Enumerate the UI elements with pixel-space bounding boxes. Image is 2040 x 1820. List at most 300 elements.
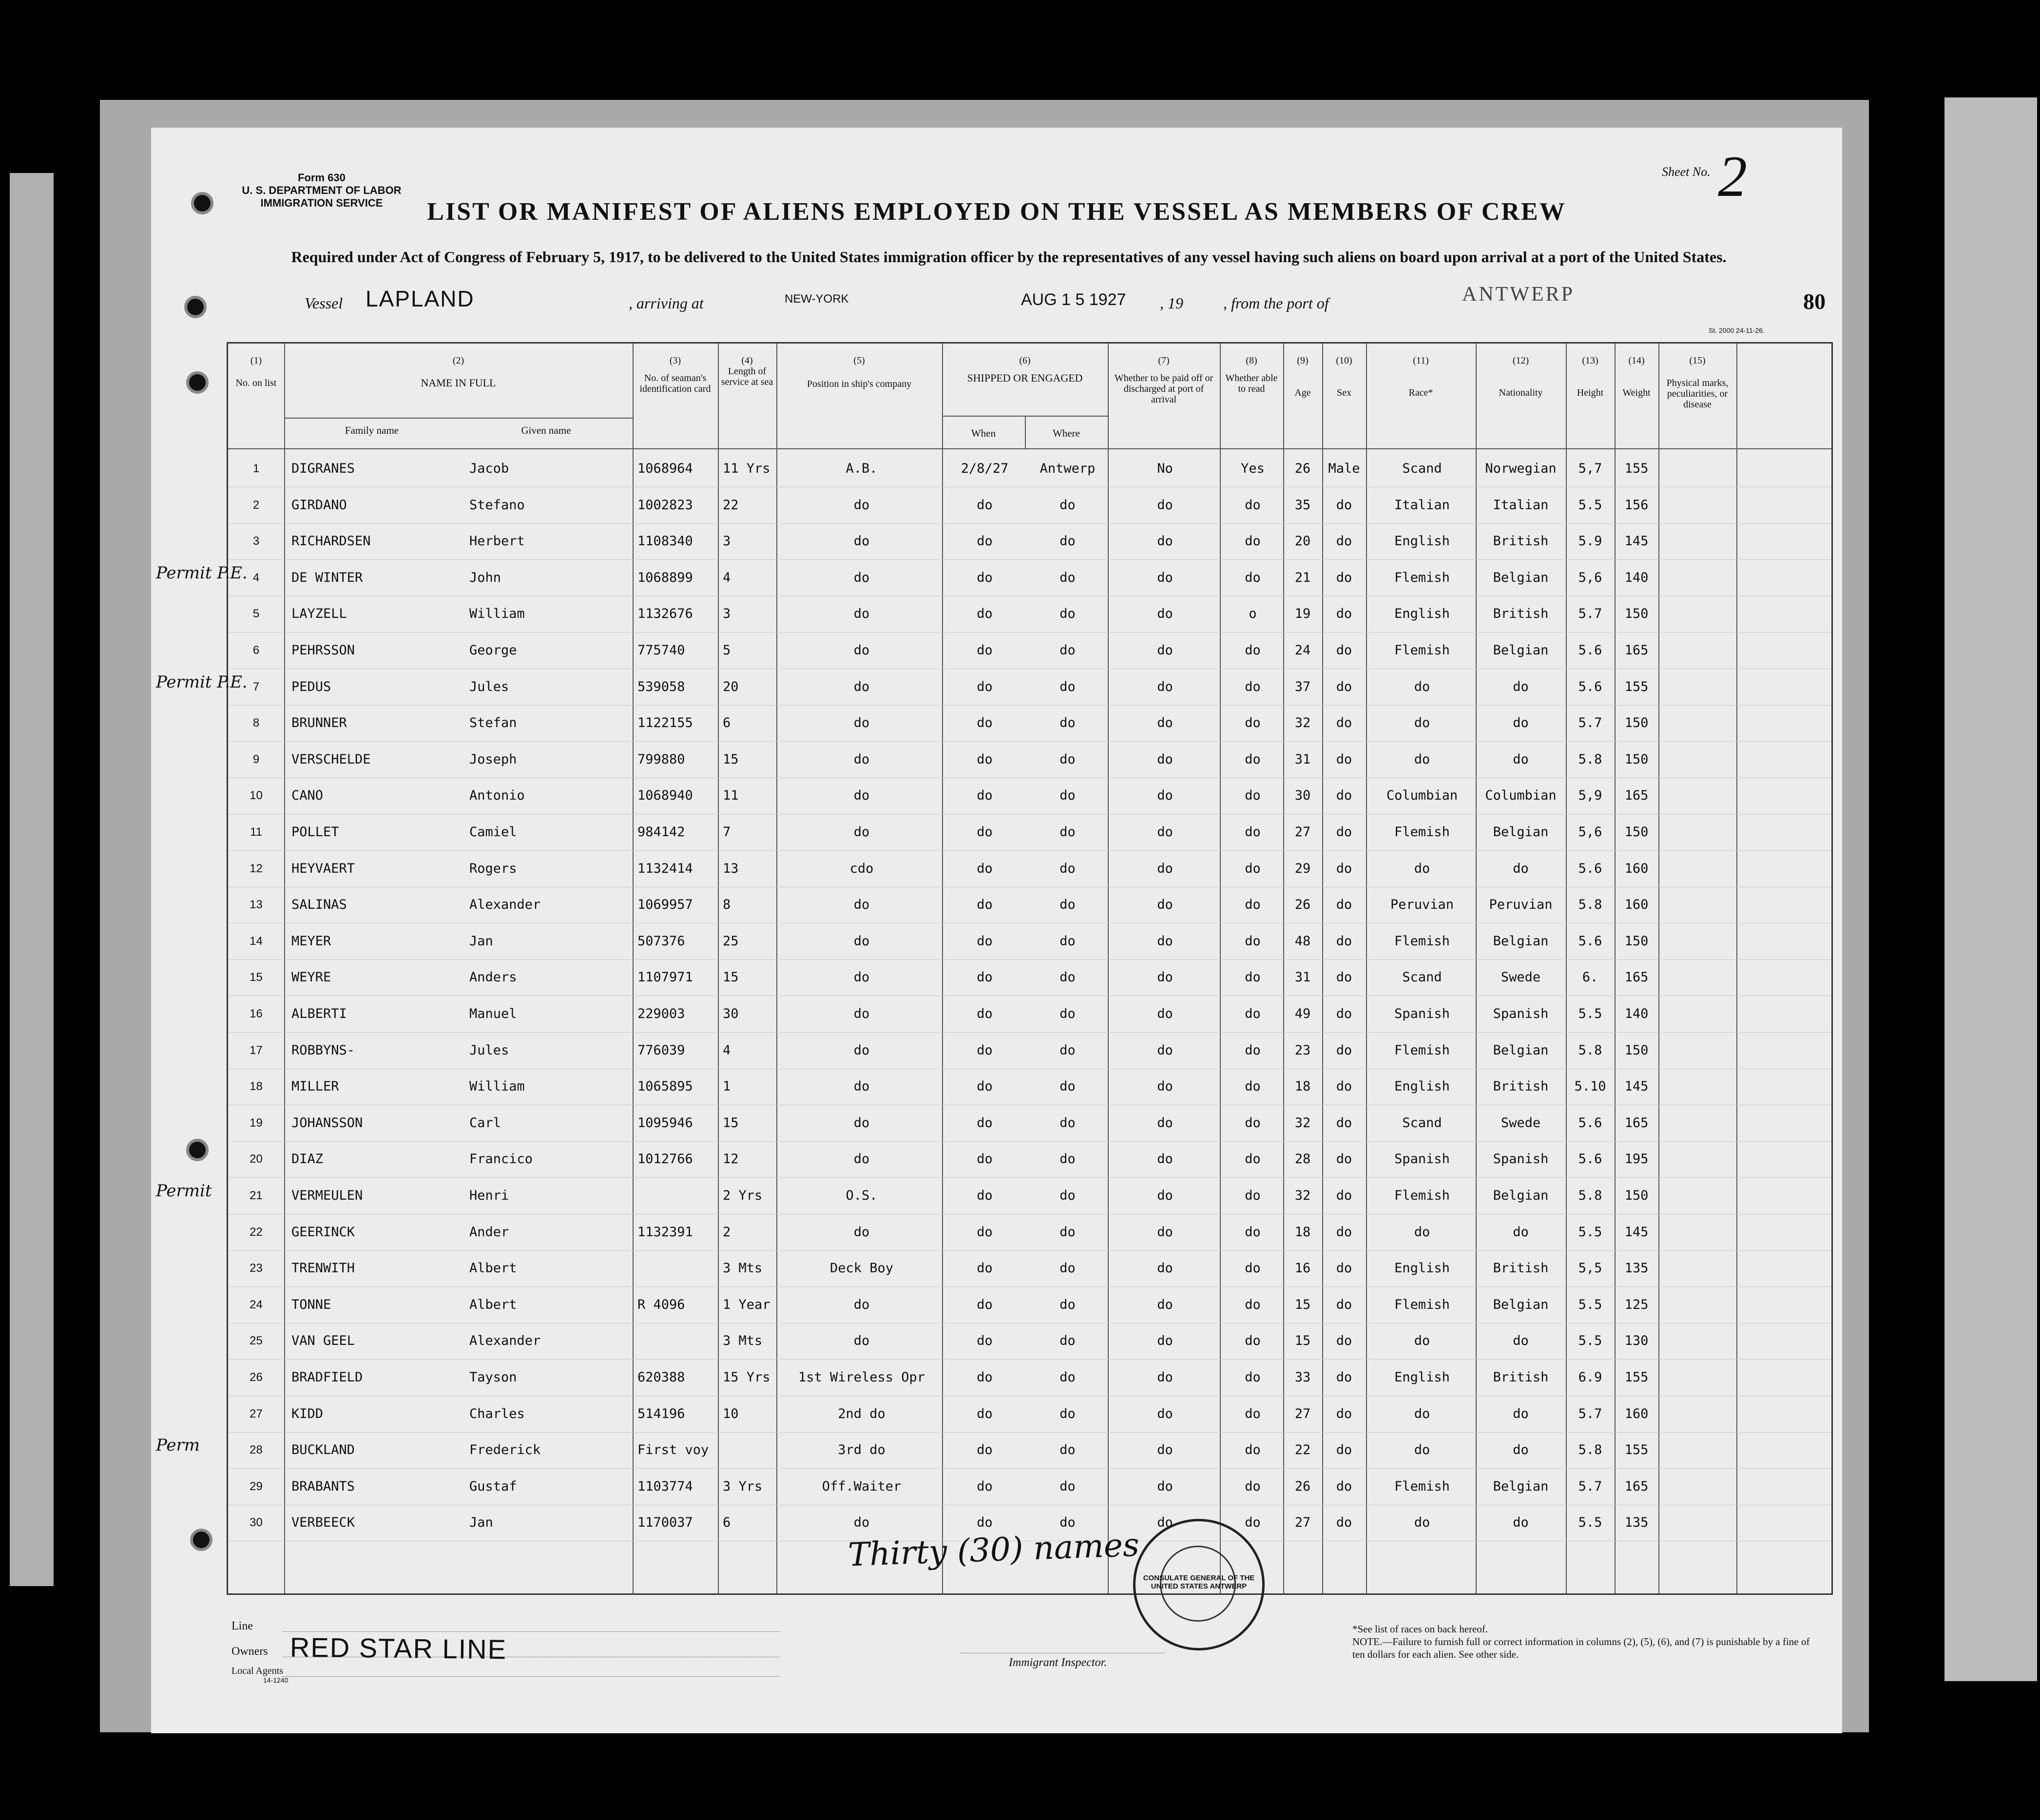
- cell-card: 1065895: [637, 1079, 693, 1094]
- cell-nationality: do: [1513, 1515, 1529, 1531]
- col-header-shipped: SHIPPED OR ENGAGED: [967, 372, 1083, 384]
- cell-height: 5.7: [1578, 1478, 1602, 1494]
- cell-family: TONNE: [291, 1297, 331, 1312]
- cell-read: do: [1245, 861, 1261, 876]
- cell-sex: do: [1336, 933, 1352, 949]
- table-row: [228, 498, 1831, 534]
- cell-read: o: [1249, 606, 1257, 622]
- cell-service: 11: [723, 788, 739, 804]
- form-number: Form 630: [298, 172, 346, 184]
- col-header-name: NAME IN FULL: [421, 377, 496, 389]
- col-header-paid-off: Whether to be paid off or discharged at port of arrival: [1114, 373, 1213, 405]
- cell-where: do: [1059, 570, 1076, 585]
- cell-no: 13: [250, 898, 263, 912]
- cell-given: Manuel: [469, 1006, 517, 1021]
- cell-sex: do: [1336, 534, 1352, 549]
- arriving-label: , arriving at: [629, 294, 704, 312]
- cell-card: 229003: [637, 1006, 685, 1021]
- cell-paid: do: [1157, 1224, 1173, 1240]
- cell-card: 799880: [637, 751, 685, 767]
- cell-age: 26: [1294, 897, 1311, 913]
- cell-when: do: [977, 751, 993, 767]
- cell-read: do: [1245, 1478, 1261, 1494]
- cell-paid: do: [1157, 1406, 1173, 1421]
- cell-race: do: [1414, 715, 1430, 731]
- cell-when: do: [977, 861, 993, 876]
- cell-card: 1069957: [637, 897, 693, 913]
- cell-nationality: Belgian: [1493, 1188, 1549, 1203]
- cell-sex: do: [1336, 1115, 1352, 1130]
- manifest-sheet: [151, 128, 1842, 1733]
- cell-where: do: [1059, 643, 1076, 658]
- col-header-given-name: Given name: [521, 424, 571, 436]
- year-label: , 19: [1160, 294, 1183, 312]
- cell-family: TRENWITH: [291, 1261, 355, 1276]
- cell-age: 27: [1294, 1406, 1311, 1421]
- cell-given: Alexander: [469, 1333, 541, 1349]
- col-header-read: Whether able to read: [1225, 373, 1278, 394]
- cell-when: do: [977, 1188, 993, 1203]
- cell-service: 30: [723, 1006, 739, 1021]
- cell-given: Antonio: [469, 788, 525, 804]
- cell-sex: do: [1336, 1261, 1352, 1276]
- cell-service: 6: [723, 715, 731, 731]
- cell-position: A.B.: [846, 461, 878, 476]
- cell-family: DIGRANES: [291, 461, 355, 476]
- cell-family: PEHRSSON: [291, 643, 355, 658]
- margin-note: Permit P.E.: [156, 672, 248, 692]
- table-row: [228, 970, 1831, 1006]
- cell-service: 15: [723, 751, 739, 767]
- cell-weight: 150: [1624, 824, 1649, 840]
- cell-family: BRADFIELD: [291, 1370, 363, 1385]
- cell-race: English: [1394, 1079, 1450, 1094]
- cell-weight: 160: [1624, 1406, 1649, 1421]
- cell-nationality: Columbian: [1485, 788, 1557, 804]
- cell-height: 5.8: [1578, 1188, 1602, 1203]
- cell-position: do: [853, 1115, 870, 1130]
- col-header-height: Height: [1577, 387, 1604, 398]
- cell-age: 20: [1294, 534, 1311, 549]
- footnote: [1352, 1623, 1815, 1661]
- cell-family: GEERINCK: [291, 1224, 355, 1240]
- cell-race: Spanish: [1394, 1151, 1450, 1167]
- cell-service: 13: [723, 861, 739, 876]
- cell-given: Camiel: [469, 824, 517, 840]
- cell-paid: do: [1157, 679, 1173, 694]
- cell-read: do: [1245, 497, 1261, 513]
- cell-when: do: [977, 897, 993, 913]
- cell-age: 22: [1294, 1442, 1311, 1458]
- cell-race: Scand: [1402, 970, 1442, 985]
- cell-age: 24: [1294, 643, 1311, 658]
- cell-race: Columbian: [1386, 788, 1458, 804]
- cell-where: do: [1059, 1478, 1076, 1494]
- cell-height: 5.7: [1578, 1406, 1602, 1421]
- cell-position: do: [853, 643, 870, 658]
- cell-paid: do: [1157, 1515, 1173, 1531]
- cell-where: do: [1059, 1006, 1076, 1021]
- cell-when: do: [977, 1079, 993, 1094]
- cell-position: do: [853, 897, 870, 913]
- cell-card: R 4096: [637, 1297, 685, 1312]
- table-row: [228, 643, 1831, 679]
- cell-when: do: [977, 1478, 993, 1494]
- cell-where: do: [1059, 1333, 1076, 1349]
- cell-no: 19: [250, 1116, 263, 1130]
- cell-read: do: [1245, 570, 1261, 585]
- cell-given: Rogers: [469, 861, 517, 876]
- cell-age: 27: [1294, 824, 1311, 840]
- cell-weight: 150: [1624, 715, 1649, 731]
- cell-no: 29: [250, 1479, 263, 1493]
- right-film-strip: [1944, 97, 2037, 1681]
- cell-race: English: [1394, 534, 1450, 549]
- cell-given: Francico: [469, 1151, 533, 1167]
- cell-when: do: [977, 1406, 993, 1421]
- cell-position: do: [853, 824, 870, 840]
- cell-no: 22: [250, 1225, 263, 1239]
- cell-service: 2 Yrs: [723, 1188, 763, 1203]
- from-port-label: , from the port of: [1223, 294, 1329, 312]
- cell-service: 12: [723, 1151, 739, 1167]
- cell-paid: do: [1157, 861, 1173, 876]
- cell-paid: do: [1157, 1333, 1173, 1349]
- cell-age: 18: [1294, 1224, 1311, 1240]
- cell-paid: do: [1157, 497, 1173, 513]
- cell-read: do: [1245, 788, 1261, 804]
- col-num-5: (5): [853, 355, 865, 366]
- cell-given: Frederick: [469, 1442, 541, 1458]
- cell-service: 25: [723, 933, 739, 949]
- crew-table: [227, 342, 1833, 1595]
- punch-hole: [186, 1139, 209, 1161]
- cell-service: 15: [723, 1115, 739, 1130]
- cell-family: MILLER: [291, 1079, 339, 1094]
- cell-when: do: [977, 1224, 993, 1240]
- cell-sex: do: [1336, 643, 1352, 658]
- cell-when: do: [977, 1370, 993, 1385]
- penalty-note: NOTE.—Failure to furnish full or correct information in columns (2), (5), (6), and (7) is punishable by a fine of ten dollars for each alien. See other side.: [1352, 1636, 1810, 1660]
- cell-where: do: [1059, 606, 1076, 622]
- cell-paid: do: [1157, 1079, 1173, 1094]
- cell-service: 3: [723, 534, 731, 549]
- arrival-port: NEW-YORK: [785, 292, 849, 306]
- cell-height: 5.8: [1578, 897, 1602, 913]
- cell-no: 12: [250, 862, 263, 875]
- cell-race: Flemish: [1394, 1042, 1450, 1058]
- cell-age: 32: [1294, 1188, 1311, 1203]
- col-header-race: Race*: [1408, 387, 1433, 398]
- cell-service: 1 Year: [723, 1297, 770, 1312]
- cell-card: 1068940: [637, 788, 693, 804]
- cell-read: do: [1245, 970, 1261, 985]
- cell-no: 1: [252, 462, 260, 475]
- cell-where: do: [1059, 715, 1076, 731]
- col-header-family-name: Family name: [345, 424, 399, 436]
- line-label: Line: [231, 1620, 253, 1632]
- cell-position: cdo: [849, 861, 874, 876]
- col-num-6: (6): [1019, 355, 1031, 366]
- cell-age: 19: [1294, 606, 1311, 622]
- cell-no: 14: [250, 934, 263, 948]
- col-num-12: (12): [1512, 355, 1529, 366]
- cell-weight: 155: [1624, 461, 1649, 476]
- cell-position: do: [853, 1042, 870, 1058]
- cell-sex: do: [1336, 897, 1352, 913]
- margin-note: Permit P.E.: [156, 563, 248, 583]
- col-num-4: (4): [741, 355, 753, 366]
- cell-nationality: British: [1493, 1079, 1549, 1094]
- cell-service: 2: [723, 1224, 731, 1240]
- table-row: [228, 1188, 1831, 1225]
- departure-port: ANTWERP: [1462, 283, 1575, 306]
- cell-given: Jan: [469, 933, 493, 949]
- col-header-age: Age: [1294, 387, 1311, 398]
- col-num-7: (7): [1158, 355, 1170, 366]
- cell-read: do: [1245, 1333, 1261, 1349]
- cell-paid: do: [1157, 643, 1173, 658]
- cell-position: 2nd do: [838, 1406, 885, 1421]
- cell-card: 1068899: [637, 570, 693, 585]
- punch-hole: [190, 1529, 212, 1551]
- cell-given: Stefano: [469, 497, 525, 513]
- cell-read: do: [1245, 1515, 1261, 1531]
- cell-card: 507376: [637, 933, 685, 949]
- cell-service: 10: [723, 1406, 739, 1421]
- cell-where: do: [1059, 824, 1076, 840]
- cell-no: 23: [250, 1262, 263, 1275]
- sheet-number: 2: [1718, 144, 1747, 209]
- cell-height: 5.6: [1578, 643, 1602, 658]
- cell-where: do: [1059, 1297, 1076, 1312]
- cell-weight: 156: [1624, 497, 1649, 513]
- cell-read: do: [1245, 679, 1261, 694]
- cell-nationality: Swede: [1501, 1115, 1541, 1130]
- cell-where: do: [1059, 897, 1076, 913]
- cell-weight: 165: [1624, 970, 1649, 985]
- cell-height: 5.5: [1578, 1224, 1602, 1240]
- cell-given: Jan: [469, 1515, 493, 1531]
- cell-family: VERBEECK: [291, 1515, 355, 1531]
- cell-where: do: [1059, 970, 1076, 985]
- cell-card: 539058: [637, 679, 685, 694]
- col-header-physical-marks: Physical marks, peculiarities, or disease: [1666, 378, 1729, 410]
- cell-when: do: [977, 570, 993, 585]
- cell-height: 5.8: [1578, 1042, 1602, 1058]
- cell-sex: do: [1336, 1079, 1352, 1094]
- cell-family: RICHARDSEN: [291, 534, 371, 549]
- cell-nationality: Belgian: [1493, 1297, 1549, 1312]
- sheet-label: Sheet No.: [1662, 165, 1711, 179]
- cell-card: 620388: [637, 1370, 685, 1385]
- cell-nationality: Italian: [1493, 497, 1549, 513]
- cell-paid: do: [1157, 606, 1173, 622]
- cell-no: 18: [250, 1080, 263, 1093]
- cell-when: do: [977, 643, 993, 658]
- cell-age: 18: [1294, 1079, 1311, 1094]
- cell-position: do: [853, 570, 870, 585]
- table-row: [228, 461, 1831, 498]
- cell-height: 5,5: [1578, 1261, 1602, 1276]
- cell-family: WEYRE: [291, 970, 331, 985]
- cell-read: do: [1245, 1224, 1261, 1240]
- cell-age: 31: [1294, 751, 1311, 767]
- cell-nationality: British: [1493, 534, 1549, 549]
- cell-card: First voy: [637, 1442, 709, 1458]
- cell-position: 1st Wireless Opr: [798, 1370, 925, 1385]
- cell-no: 24: [250, 1298, 263, 1311]
- cell-when: do: [977, 1042, 993, 1058]
- cell-paid: do: [1157, 1115, 1173, 1130]
- cell-weight: 165: [1624, 643, 1649, 658]
- cell-read: do: [1245, 534, 1261, 549]
- cell-read: do: [1245, 1151, 1261, 1167]
- cell-service: 15: [723, 970, 739, 985]
- cell-paid: do: [1157, 1442, 1173, 1458]
- cell-position: do: [853, 751, 870, 767]
- cell-paid: do: [1157, 1261, 1173, 1276]
- left-film-strip: [10, 173, 54, 1586]
- cell-age: 30: [1294, 788, 1311, 804]
- cell-height: 5.8: [1578, 751, 1602, 767]
- cell-height: 5.5: [1578, 1006, 1602, 1021]
- cell-when: 2/8/27: [961, 461, 1009, 476]
- cell-height: 6.: [1582, 970, 1598, 985]
- cell-age: 32: [1294, 715, 1311, 731]
- cell-weight: 150: [1624, 751, 1649, 767]
- cell-sex: do: [1336, 751, 1352, 767]
- cell-given: Henri: [469, 1188, 509, 1203]
- cell-given: Stefan: [469, 715, 517, 731]
- cell-weight: 135: [1624, 1515, 1649, 1531]
- cell-where: do: [1059, 1515, 1076, 1531]
- cell-weight: 155: [1624, 679, 1649, 694]
- cell-height: 5.7: [1578, 715, 1602, 731]
- cell-paid: do: [1157, 534, 1173, 549]
- cell-when: do: [977, 933, 993, 949]
- cell-where: do: [1059, 497, 1076, 513]
- cell-paid: do: [1157, 933, 1173, 949]
- cell-race: English: [1394, 606, 1450, 622]
- cell-age: 23: [1294, 1042, 1311, 1058]
- cell-position: do: [853, 1006, 870, 1021]
- table-row: [228, 934, 1831, 970]
- cell-where: do: [1059, 1261, 1076, 1276]
- cell-position: do: [853, 788, 870, 804]
- table-row: [228, 1152, 1831, 1188]
- cell-card: 1170037: [637, 1515, 693, 1531]
- col-num-10: (10): [1336, 355, 1352, 366]
- cell-when: do: [977, 1261, 993, 1276]
- cell-weight: 195: [1624, 1151, 1649, 1167]
- cell-read: do: [1245, 1442, 1261, 1458]
- cell-read: do: [1245, 715, 1261, 731]
- cell-where: do: [1059, 861, 1076, 876]
- cell-race: Scand: [1402, 461, 1442, 476]
- cell-where: do: [1059, 534, 1076, 549]
- vessel-name: LAPLAND: [366, 286, 475, 311]
- cell-family: ALBERTI: [291, 1006, 347, 1021]
- cell-race: do: [1414, 861, 1430, 876]
- col-num-13: (13): [1582, 355, 1598, 366]
- cell-paid: do: [1157, 1151, 1173, 1167]
- cell-paid: do: [1157, 715, 1173, 731]
- cell-height: 5.5: [1578, 1515, 1602, 1531]
- punch-hole: [184, 296, 207, 318]
- cell-family: HEYVAERT: [291, 861, 355, 876]
- cell-height: 5.5: [1578, 1297, 1602, 1312]
- cell-card: 514196: [637, 1406, 685, 1421]
- form-code: 14-1240: [263, 1676, 289, 1684]
- cell-race: Flemish: [1394, 1478, 1450, 1494]
- cell-height: 5.6: [1578, 1151, 1602, 1167]
- cell-given: Carl: [469, 1115, 501, 1130]
- cell-sex: Male: [1328, 461, 1360, 476]
- cell-position: do: [853, 1079, 870, 1094]
- table-row: [228, 716, 1831, 752]
- cell-card: 1012766: [637, 1151, 693, 1167]
- cell-where: do: [1059, 788, 1076, 804]
- cell-where: do: [1059, 1370, 1076, 1385]
- cell-read: do: [1245, 1006, 1261, 1021]
- col-num-3: (3): [669, 355, 681, 366]
- cell-height: 5,6: [1578, 570, 1602, 585]
- cell-when: do: [977, 1006, 993, 1021]
- table-row: [228, 1479, 1831, 1515]
- col-header-where: Where: [1053, 427, 1080, 439]
- cell-where: do: [1059, 1151, 1076, 1167]
- cell-no: 27: [250, 1407, 263, 1420]
- cell-position: Deck Boy: [829, 1261, 894, 1276]
- table-row: [228, 534, 1831, 570]
- table-row: [228, 571, 1831, 607]
- cell-position: 3rd do: [838, 1442, 885, 1458]
- cell-family: SALINAS: [291, 897, 347, 913]
- cell-sex: do: [1336, 824, 1352, 840]
- cell-no: 9: [252, 752, 260, 766]
- cell-paid: do: [1157, 824, 1173, 840]
- col-num-14: (14): [1628, 355, 1645, 366]
- cell-no: 3: [252, 535, 260, 548]
- cell-service: 7: [723, 824, 731, 840]
- cell-given: Albert: [469, 1297, 517, 1312]
- cell-nationality: do: [1513, 1224, 1529, 1240]
- cell-family: LAYZELL: [291, 606, 347, 622]
- cell-race: do: [1414, 751, 1430, 767]
- cell-when: do: [977, 534, 993, 549]
- cell-when: do: [977, 1442, 993, 1458]
- cell-service: 1: [723, 1079, 731, 1094]
- cell-race: Flemish: [1394, 643, 1450, 658]
- cell-paid: No: [1157, 461, 1173, 476]
- seal-text: CONSULATE GENERAL OF THE UNITED STATES ANTWERP: [1143, 1574, 1255, 1590]
- service-name: IMMIGRATION SERVICE: [260, 197, 383, 209]
- cell-given: Gustaf: [469, 1478, 517, 1494]
- cell-age: 27: [1294, 1515, 1311, 1531]
- col-num-9: (9): [1297, 355, 1309, 366]
- cell-sex: do: [1336, 1333, 1352, 1349]
- cell-no: 7: [252, 680, 260, 693]
- cell-sex: do: [1336, 1515, 1352, 1531]
- cell-card: 1103774: [637, 1478, 693, 1494]
- races-note: *See list of races on back hereof.: [1352, 1623, 1488, 1635]
- cell-weight: 160: [1624, 897, 1649, 913]
- cell-weight: 145: [1624, 1224, 1649, 1240]
- arrival-date: AUG 1 5 1927: [1021, 290, 1126, 309]
- cell-card: 1132414: [637, 861, 693, 876]
- col-header-card: No. of seaman's identification card: [639, 373, 711, 394]
